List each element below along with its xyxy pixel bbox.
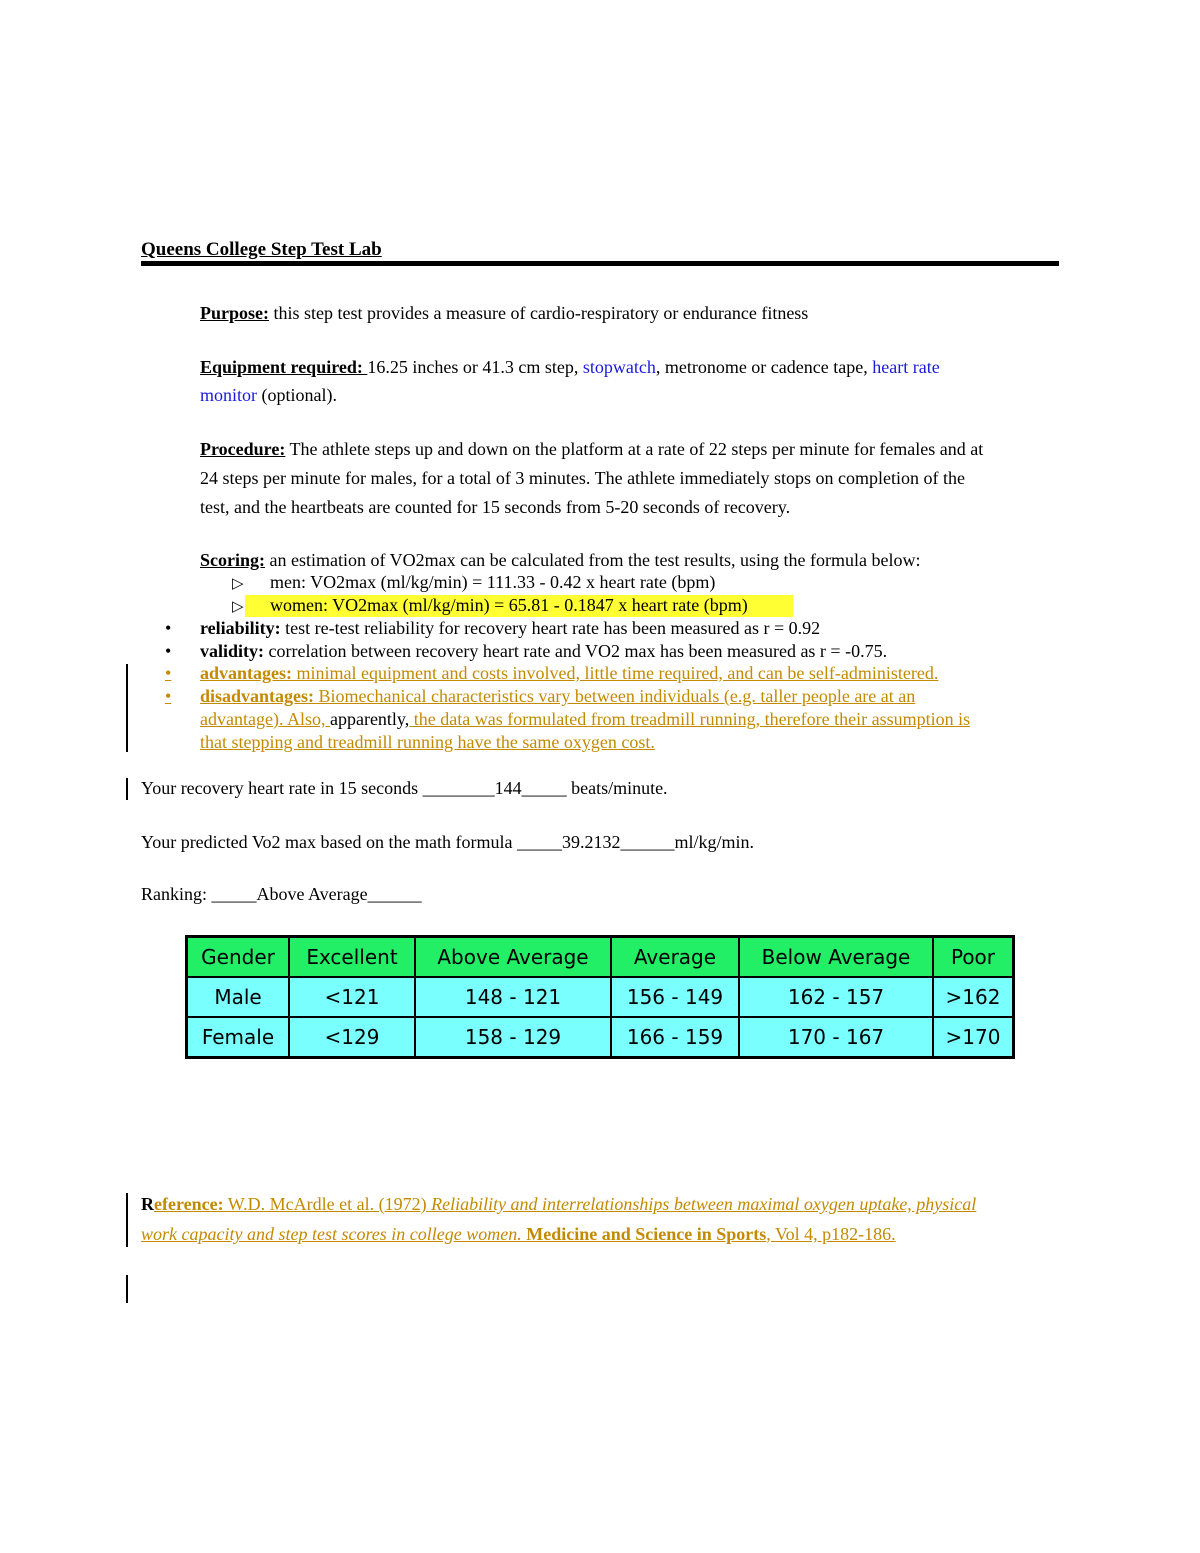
disadvantages-text: apparently, xyxy=(329,709,410,729)
bullet-icon: • xyxy=(165,618,172,638)
table-cell: 170 - 167 xyxy=(739,1017,933,1058)
bullet-icon: • xyxy=(165,686,172,706)
predicted-vo2max-line: Your predicted Vo2 max based on the math formula _____39.2132______ml/kg/min. xyxy=(141,832,754,852)
arrow-bullet-icon: ▷ xyxy=(232,576,244,592)
purpose-paragraph xyxy=(200,303,808,324)
change-bar xyxy=(126,1193,128,1247)
bullet-icon: • xyxy=(165,663,172,683)
table-cell: <121 xyxy=(289,977,415,1017)
recovery-heart-rate-line: Your recovery heart rate in 15 seconds ________144_____ beats/minute. xyxy=(141,778,668,798)
change-bar xyxy=(126,664,128,752)
reliability-text: test re-test reliability for recovery heart rate has been measured as r = 0.92 xyxy=(280,618,821,638)
procedure-text: test, and the heartbeats are counted for 15 seconds from 5-20 seconds of recovery. xyxy=(200,497,791,517)
reliability-label: reliability: xyxy=(200,618,281,638)
procedure-text: 24 steps per minute for males, for a total of 3 minutes. The athlete immediately stops on completion of the xyxy=(200,468,965,488)
table-cell: <129 xyxy=(289,1017,415,1058)
reference-r: R xyxy=(141,1194,154,1214)
procedure-paragraph xyxy=(200,439,983,460)
advantages-item xyxy=(200,663,938,684)
table-cell: 166 - 159 xyxy=(611,1017,739,1058)
reliability-item xyxy=(200,618,820,639)
reference-title: work capacity and step test scores in college women. xyxy=(141,1224,522,1244)
table-cell: 158 - 129 xyxy=(415,1017,611,1058)
validity-text: correlation between recovery heart rate and VO2 max has been measured as r = -0.75. xyxy=(264,641,888,661)
table-cell: >170 xyxy=(933,1017,1014,1058)
bullet-icon: • xyxy=(165,641,172,661)
procedure-label: Procedure: xyxy=(200,439,286,459)
ranking-line: Ranking: _____Above Average______ xyxy=(141,884,422,904)
scoring-label: Scoring: xyxy=(200,550,265,570)
disadvantages-label: disadvantages: xyxy=(200,686,315,706)
advantages-label: advantages: xyxy=(200,663,293,683)
heart-rate-monitor-link[interactable]: heart rate xyxy=(872,357,940,377)
table-row xyxy=(187,977,1014,1017)
disadvantages-item-cont xyxy=(200,709,970,730)
table-header-cell: Gender xyxy=(187,937,290,978)
scoring-paragraph xyxy=(200,550,921,571)
disadvantages-text: Biomechanical characteristics vary between individuals (e.g. taller people are at an xyxy=(314,686,916,706)
page-title: Queens College Step Test Lab xyxy=(141,239,382,260)
heart-rate-monitor-link[interactable]: monitor xyxy=(200,385,257,405)
table-cell: 156 - 149 xyxy=(611,977,739,1017)
disadvantages-item xyxy=(200,686,915,707)
reference-line-2 xyxy=(141,1224,896,1245)
reference-title: Reliability and interrelationships between maximal oxygen uptake, physical xyxy=(431,1194,977,1214)
reference-label: eference: xyxy=(154,1194,224,1214)
validity-item xyxy=(200,641,887,662)
table-header-cell: Average xyxy=(611,937,739,978)
arrow-bullet-icon: ▷ xyxy=(232,599,244,615)
reference-authors: W.D. McArdle et al. (1972) xyxy=(223,1194,432,1214)
reference-volume: , Vol 4, p182-186. xyxy=(766,1224,896,1244)
purpose-label: Purpose: xyxy=(200,303,269,323)
change-bar xyxy=(126,778,128,800)
table-cell: 162 - 157 xyxy=(739,977,933,1017)
validity-label: validity: xyxy=(200,641,265,661)
table-cell: Male xyxy=(187,977,290,1017)
ranking-table xyxy=(185,935,1015,1059)
equipment-text: , metronome or cadence tape, xyxy=(655,357,873,377)
disadvantages-text: the data was formulated from treadmill running, therefore their assumption is xyxy=(409,709,971,729)
table-header-row xyxy=(187,937,1014,978)
equipment-text: 16.25 inches or 41.3 cm step, xyxy=(367,357,583,377)
stopwatch-link[interactable]: stopwatch xyxy=(582,357,656,377)
purpose-text: this step test provides a measure of cardio-respiratory or endurance fitness xyxy=(269,303,809,323)
table-header-cell: Poor xyxy=(933,937,1014,978)
table-row xyxy=(187,1017,1014,1058)
table-header-cell: Excellent xyxy=(289,937,415,978)
change-bar xyxy=(126,1275,128,1303)
table-cell: >162 xyxy=(933,977,1014,1017)
table-header-cell: Below Average xyxy=(739,937,933,978)
disadvantages-text: advantage). Also, xyxy=(200,709,330,729)
procedure-text: The athlete steps up and down on the platform at a rate of 22 steps per minute for females and at xyxy=(285,439,984,459)
equipment-text: (optional). xyxy=(257,385,337,405)
scoring-text: an estimation of VO2max can be calculated from the test results, using the formula below: xyxy=(265,550,921,570)
advantages-text: minimal equipment and costs involved, little time required, and can be self-administered. xyxy=(292,663,939,683)
table-header-cell: Above Average xyxy=(415,937,611,978)
men-formula: men: VO2max (ml/kg/min) = 111.33 - 0.42 x heart rate (bpm) xyxy=(270,572,716,592)
equipment-label: Equipment required: xyxy=(200,357,368,377)
table-cell: 148 - 121 xyxy=(415,977,611,1017)
reference-journal: Medicine and Science in Sports xyxy=(521,1224,767,1244)
disadvantages-text: that stepping and treadmill running have the same oxygen cost. xyxy=(200,732,655,752)
title-rule xyxy=(141,261,1059,266)
equipment-paragraph xyxy=(200,357,940,378)
equipment-paragraph-cont xyxy=(200,385,337,406)
reference-line-1 xyxy=(141,1194,976,1215)
women-formula: women: VO2max (ml/kg/min) = 65.81 - 0.1847 x heart rate (bpm) xyxy=(270,595,748,615)
table-cell: Female xyxy=(187,1017,290,1058)
